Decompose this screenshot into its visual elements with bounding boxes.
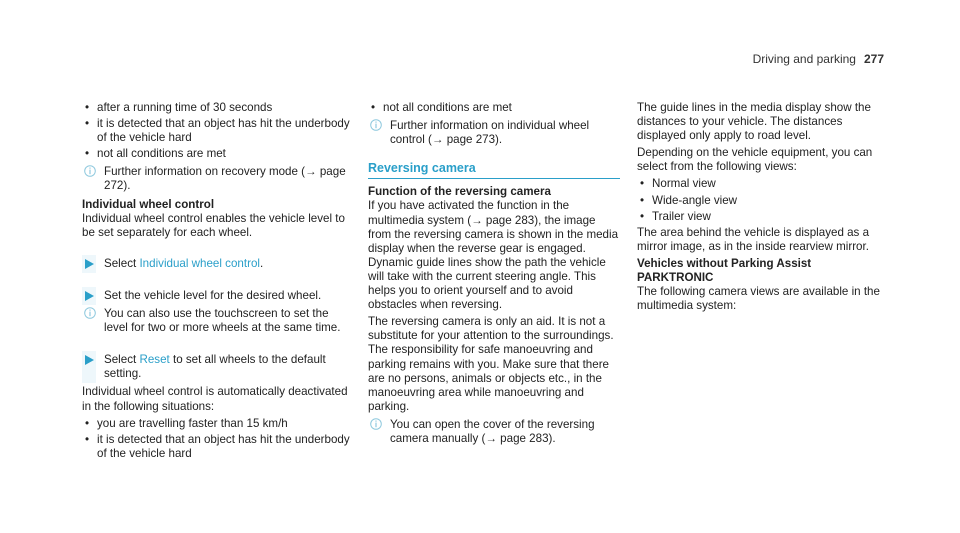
arrow-right-icon — [85, 259, 94, 269]
column-2 — [368, 101, 620, 450]
paragraph: If you have activated the function in the multimedia system (→ page 283), the image from the reversing camera is shown in the media display when the reverse gear is engaged. Dynamic guide lines show the path the vehicle will take with the current steering angle. This helps you to orient yourself and to avoid obstacles when reversing. — [368, 199, 619, 312]
info-text: You can open the cover of the reversing camera manually (→ page 283). — [390, 417, 595, 445]
list-item: • it is detected that an object has hit the underbody of the vehicle hard — [82, 433, 352, 461]
info-note — [82, 307, 352, 335]
info-note — [368, 418, 620, 446]
info-note — [368, 119, 620, 147]
list-item: • after a running time of 30 seconds — [82, 101, 352, 115]
subheading: Individual wheel control — [82, 197, 215, 211]
paragraph: Individual wheel control enables the vehicle level to be set separately for each wheel. — [82, 211, 345, 239]
info-note — [82, 165, 352, 193]
list-item: • you are travelling faster than 15 km/h — [82, 417, 352, 431]
column-3 — [637, 101, 887, 316]
step-text: Set the vehicle level for the desired wheel. — [104, 288, 322, 302]
step — [82, 289, 352, 303]
arrow-right-icon — [85, 355, 94, 365]
step-text-end: . — [259, 256, 264, 270]
paragraph: Depending on the vehicle equipment, you can select from the following views: — [637, 146, 873, 174]
subheading: Vehicles without Parking Assist PARKTRONIC — [637, 256, 812, 285]
menu-link-individual-wheel-control[interactable]: Individual wheel control — [139, 256, 260, 270]
list-item: • Wide-angle view — [637, 194, 887, 208]
info-icon — [370, 418, 382, 430]
info-text: Further information on individual wheel control (→ page 273). — [390, 119, 590, 147]
column-1 — [82, 101, 352, 463]
section-name: Driving and parking — [752, 52, 856, 66]
paragraph: The reversing camera is only an aid. It is not a substitute for your attention to the surroundings. The responsibility for safe manoeuvring and parking remains with you. Make sure that there are no persons, animals or objects etc., in the manoeuvring area while manoeuvring and parking. — [368, 315, 614, 413]
paragraph: The guide lines in the media display show the distances to your vehicle. The distances displayed only apply to road level. — [637, 101, 871, 143]
page-number: 277 — [863, 52, 884, 66]
info-icon — [370, 119, 382, 131]
info-text: Further information on recovery mode (→ page 272). — [104, 165, 346, 193]
list-item: • Normal view — [637, 177, 887, 191]
paragraph: Individual wheel control is automatically deactivated in the following situations: — [82, 385, 348, 413]
section-title: Reversing camera — [368, 161, 620, 179]
info-icon — [84, 165, 96, 177]
arrow-right-icon — [85, 291, 94, 301]
info-icon — [84, 307, 96, 319]
list-item: • it is detected that an object has hit the underbody of the vehicle hard — [82, 117, 352, 145]
menu-link-reset[interactable]: Reset — [139, 353, 170, 367]
subheading: Function of the reversing camera — [368, 185, 551, 199]
paragraph: The area behind the vehicle is displayed as a mirror image, as in the inside rearview mirror. — [637, 225, 870, 253]
step — [82, 257, 352, 271]
step — [82, 353, 352, 381]
info-text: You can also use the touchscreen to set the level for two or more wheels at the same time. — [104, 307, 341, 335]
paragraph: The following camera views are available in the multimedia system: — [637, 285, 880, 313]
step-text: Select — [104, 256, 140, 270]
list-item: • not all conditions are met — [368, 101, 620, 115]
step-text-end: to set all wheels to the default setting. — [104, 353, 326, 381]
list-item: • Trailer view — [637, 210, 887, 224]
page-header — [753, 52, 884, 66]
step-text: Select — [104, 353, 140, 367]
list-item: • not all conditions are met — [82, 147, 352, 161]
